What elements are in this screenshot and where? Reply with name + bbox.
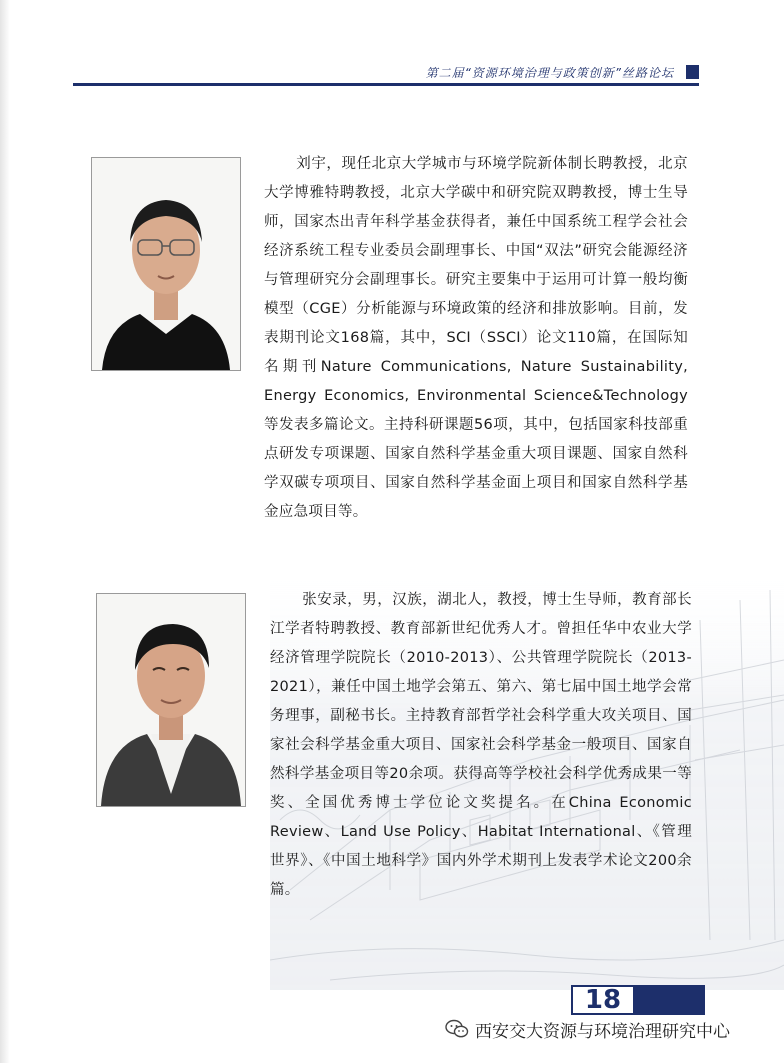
watermark	[445, 1018, 730, 1040]
profile-bio-2	[270, 586, 692, 905]
portrait-photo	[91, 157, 241, 371]
person-portrait-icon	[97, 594, 245, 806]
profile-bio-1	[264, 150, 688, 527]
person-portrait-icon	[92, 158, 240, 370]
page-number: 18	[573, 987, 633, 1013]
wechat-icon	[445, 1019, 469, 1039]
header-title: 第二届“资源环境治理与政策创新”丝路论坛	[425, 66, 674, 80]
header-square-icon	[686, 65, 699, 79]
profile-bio-2-text: 张安录，男，汉族，湖北人，教授，博士生导师，教育部长江学者特聘教授、教育部新世纪优秀人才。曾担任华中农业大学经济管理学院院长（2010-2013）、公共管理学院院长（2013-2021），兼任中国土地学会第五、第六、第七届中国土地学会常务理事，副秘书长。主持教育部哲学社会科学重大攻关项目、国家社会科学基金重大项目、国家社会科学基金一般项目、国家自然科学基金项目等20余项。获得高等学校社会科学优秀成果一等奖、全国优秀博士学位论文奖提名。在China Economic Review、Land Use Policy、Habitat International、《管理世界》、《中国土地科学》国内外学术期刊上发表学术论文200余篇。	[270, 592, 692, 898]
portrait-photo	[96, 593, 246, 807]
profile-bio-1-text: 刘宇，现任北京大学城市与环境学院新体制长聘教授，北京大学博雅特聘教授，北京大学碳中和研究院双聘教授，博士生导师，国家杰出青年科学基金获得者，兼任中国系统工程学会社会经济系统工程专业委员会副理事长、中国“双法”研究会能源经济与管理研究分会副理事长。研究主要集中于运用可计算一般均衡模型（CGE）分析能源与环境政策的经济和排放影响。目前，发表期刊论文168篇，其中，SCI（SSCI）论文110篇，在国际知名期刊Nature Communications, Nature Sustainability, Energy Economics, Environmental Science&Technology等发表多篇论文。主持科研课题56项，其中，包括国家科技部重点研发专项课题、国家自然科学基金重大项目课题、国家自然科学双碳专项项目、国家自然科学基金面上项目和国家自然科学基金应急项目等。	[264, 156, 688, 520]
watermark-text: 西安交大资源与环境治理研究中心	[475, 1021, 730, 1042]
page-edge-shadow	[0, 0, 10, 1063]
header-rule	[73, 83, 699, 86]
